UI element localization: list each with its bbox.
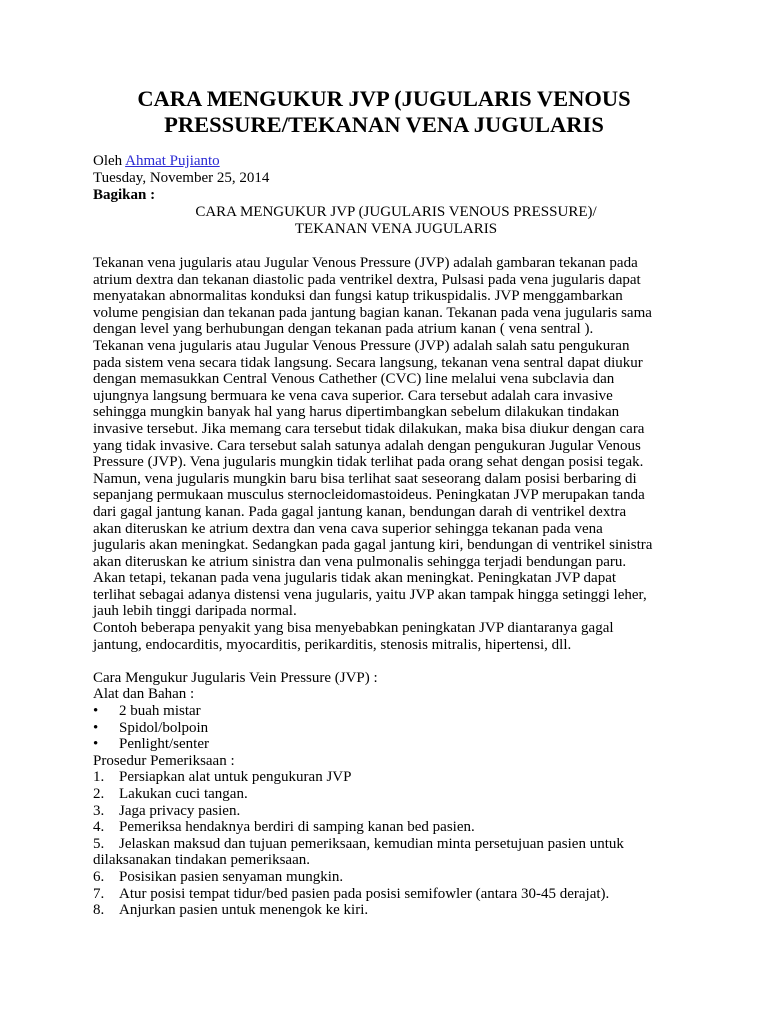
procedure-heading: Prosedur Pemeriksaan :: [93, 752, 235, 769]
body-paragraph: [93, 255, 652, 653]
title-line-1: CARA MENGUKUR JVP (JUGULARIS VENOUS: [137, 86, 631, 111]
list-item: [93, 736, 652, 753]
step-number: 4.: [93, 819, 105, 836]
body-line: volume pengisian dan tekanan pada jantung bagian kanan. Tekanan pada vena jugularis sama: [93, 304, 652, 321]
step-number: 7.: [93, 885, 105, 902]
spacer: [93, 653, 652, 670]
bullet: •: [93, 719, 99, 736]
title-line-2: PRESSURE/TEKANAN VENA JUGULARIS: [164, 112, 604, 137]
body-line: menyatakan abnormalitas konduksi dan fungsi katup trikuspidalis. JVP menggambarkan: [93, 288, 623, 305]
subtitle-line-2: TEKANAN VENA JUGULARIS: [294, 221, 498, 237]
body-line: sehingga mungkin banyak hal yang harus dipertimbangkan sebelum dilakukan tindakan: [93, 404, 620, 421]
by-label: Oleh: [93, 153, 123, 169]
step-text: Jaga privacy pasien.: [119, 802, 241, 819]
body-line: Pressure (JVP). Vena jugularis mungkin tidak terlihat pada orang sehat dengan posisi tegak.: [93, 454, 644, 471]
body-line: dengan memasukkan Central Venous Cathether (CVC) line melalui vena subclavia dan: [93, 371, 615, 388]
body-line: Tekanan vena jugularis atau Jugular Venous Pressure (JVP) adalah salah satu pengukuran: [93, 337, 630, 354]
list-item: [93, 803, 652, 820]
body-line: Contoh beberapa penyakit yang bisa menyebabkan peningkatan JVP diantaranya gagal: [93, 620, 614, 637]
body-line: atrium dextra dan tekanan diastolic pada ventrikel dextra, Pulsasi pada vena jugularis dapat: [93, 271, 641, 288]
step-text: Persiapkan alat untuk pengukuran JVP: [119, 769, 352, 786]
article-body: [93, 255, 652, 919]
step-continuation: dilaksanakan tindakan pemeriksaan.: [93, 852, 311, 869]
step-text: Pemeriksa hendaknya berdiri di samping kanan bed pasien.: [119, 819, 475, 836]
post-meta: [93, 153, 269, 204]
body-line: jauh lebih tinggi daripada normal.: [93, 603, 297, 620]
tool-text: 2 buah mistar: [119, 703, 201, 720]
body-line: akan diteruskan ke atrium dextra dan vena cava superior sehingga tekanan pada vena: [93, 520, 603, 537]
step-text: Lakukan cuci tangan.: [119, 786, 248, 802]
list-item: [93, 836, 652, 853]
author-link[interactable]: Ahmat Pujianto: [125, 153, 220, 169]
step-number: 5.: [93, 835, 105, 852]
list-item: [93, 902, 652, 919]
body-line: Tekanan vena jugularis atau Jugular Venous Pressure (JVP) adalah gambaran tekanan pada: [93, 255, 638, 271]
bullet: •: [93, 736, 99, 753]
body-line: pada sistem vena secara tidak langsung. Secara langsung, tekanan vena sentral dapat diukur: [93, 354, 643, 371]
body-line: yang tidak invasive. Cara tersebut salah satunya adalah dengan pengukuran Jugular Venous: [93, 437, 641, 454]
list-item: [93, 720, 652, 737]
step-text: Anjurkan pasien untuk menengok ke kiri.: [119, 902, 369, 919]
step-number: 2.: [93, 786, 105, 802]
post-date: Tuesday, November 25, 2014: [93, 170, 270, 186]
list-item: [93, 786, 652, 803]
list-item: [93, 886, 652, 903]
step-text: Posisikan pasien senyaman mungkin.: [119, 868, 344, 885]
step-text: Atur posisi tempat tidur/bed pasien pada posisi semifowler (antara 30-45 derajat).: [119, 885, 610, 902]
tool-text: Penlight/senter: [119, 736, 209, 753]
procedure-list: [93, 769, 652, 918]
body-line: sepanjang permukaan musculus sternocleidomastoideus. Peningkatan JVP merupakan tanda: [93, 487, 645, 504]
list-item: [93, 769, 652, 786]
step-number: 8.: [93, 902, 105, 919]
tool-text: Spidol/bolpoin: [119, 719, 209, 736]
body-line: jantung, endocarditis, myocarditis, perikarditis, stenosis mitralis, hipertensi, dll.: [93, 636, 572, 653]
body-line: jugularis akan meningkat. Sedangkan pada gagal jantung kiri, bendungan di ventrikel sinistra: [93, 537, 653, 554]
body-line: Akan tetapi, tekanan pada vena jugularis tidak akan meningkat. Peningkatan JVP dapat: [93, 570, 617, 587]
share-label: Bagikan :: [93, 187, 156, 203]
body-line: dengan level yang berhubungan dengan tekanan pada atrium kanan ( vena sentral ).: [93, 321, 594, 338]
page-title: [60, 86, 708, 138]
byline: [93, 153, 269, 170]
body-line: akan diteruskan ke atrium sinistra dan vena pulmonalis sehingga terjadi bendungan paru.: [93, 553, 627, 570]
list-item: [93, 819, 652, 836]
tools-heading: Alat dan Bahan :: [93, 686, 195, 703]
tools-list: [93, 703, 652, 753]
body-line: ujungnya langsung bermuara ke vena cava superior. Cara tersebut adalah cara invasive: [93, 387, 613, 404]
list-item: [93, 869, 652, 886]
bullet: •: [93, 703, 99, 720]
step-number: 3.: [93, 802, 105, 819]
list-item: [93, 703, 652, 720]
body-line: dari gagal jantung kanan. Pada gagal jantung kanan, bendungan darah di ventrikel dextra: [93, 503, 627, 520]
body-line: invasive tersebut. Jika memang cara tersebut tidak dilakukan, maka bisa diukur dengan cara: [93, 420, 645, 437]
body-line: Namun, vena jugularis mungkin baru bisa terlihat saat seseorang dalam posisi berbaring di: [93, 470, 637, 487]
step-number: 6.: [93, 868, 105, 885]
method-heading: Cara Mengukur Jugularis Vein Pressure (JVP) :: [93, 669, 378, 686]
body-line: terlihat sebagai adanya distensi vena jugularis, yaitu JVP akan tampak hingga setinggi leher,: [93, 586, 647, 603]
step-text: Jelaskan maksud dan tujuan pemeriksaan, kemudian minta persetujuan pasien untuk: [119, 835, 624, 852]
step-number: 1.: [93, 769, 105, 786]
subtitle-line-1: CARA MENGUKUR JVP (JUGULARIS VENOUS PRESSURE)/: [195, 204, 597, 220]
article-subtitle: [90, 204, 702, 238]
